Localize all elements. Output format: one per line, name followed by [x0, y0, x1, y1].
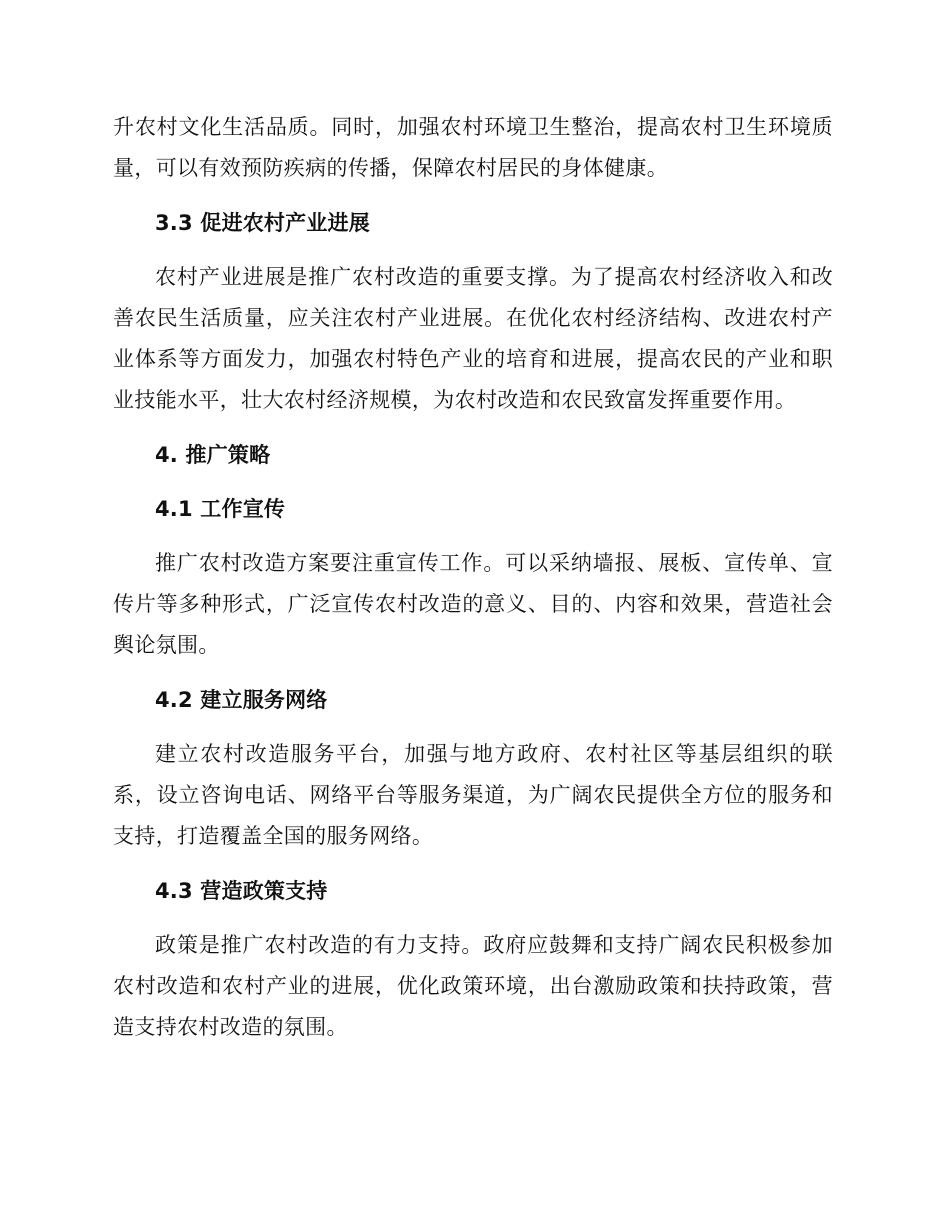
section-heading-4-1: 4.1 工作宣传 — [155, 497, 286, 521]
section-heading-4: 4. 推广策略 — [155, 443, 271, 467]
document-body — [113, 107, 833, 1048]
paragraph-publicity: 推广农村改造方案要注重宣传工作。可以采纳墙报、展板、宣传单、宣传片等多种形式，广泛宣传农村改造的意义、目的、内容和效果，营造社会舆论氛围。 — [113, 551, 833, 657]
paragraph-rural-industry: 农村产业进展是推广农村改造的重要支撑。为了提高农村经济收入和改善农民生活质量，应关注农村产业进展。在优化农村经济结构、改进农村产业体系等方面发力，加强农村特色产业的培育和进展，提高农民的产业和职业技能水平，壮大农村经济规模，为农村改造和农民致富发挥重要作用。 — [113, 265, 833, 412]
paragraph-service-network: 建立农村改造服务平台，加强与地方政府、农村社区等基层组织的联系，设立咨询电话、网络平台等服务渠道，为广阔农民提供全方位的服务和支持，打造覆盖全国的服务网络。 — [113, 742, 833, 848]
section-heading-4-3: 4.3 营造政策支持 — [155, 879, 328, 903]
section-heading-3-3: 3.3 促进农村产业进展 — [155, 211, 370, 235]
paragraph-policy-support: 政策是推广农村改造的有力支持。政府应鼓舞和支持广阔农民积极参加农村改造和农村产业的进展，优化政策环境，出台激励政策和扶持政策，营造支持农村改造的氛围。 — [113, 933, 833, 1039]
paragraph-continued-rural-culture: 升农村文化生活品质。同时，加强农村环境卫生整治，提高农村卫生环境质量，可以有效预防疾病的传播，保障农村居民的身体健康。 — [113, 115, 833, 180]
section-heading-4-2: 4.2 建立服务网络 — [155, 688, 328, 712]
